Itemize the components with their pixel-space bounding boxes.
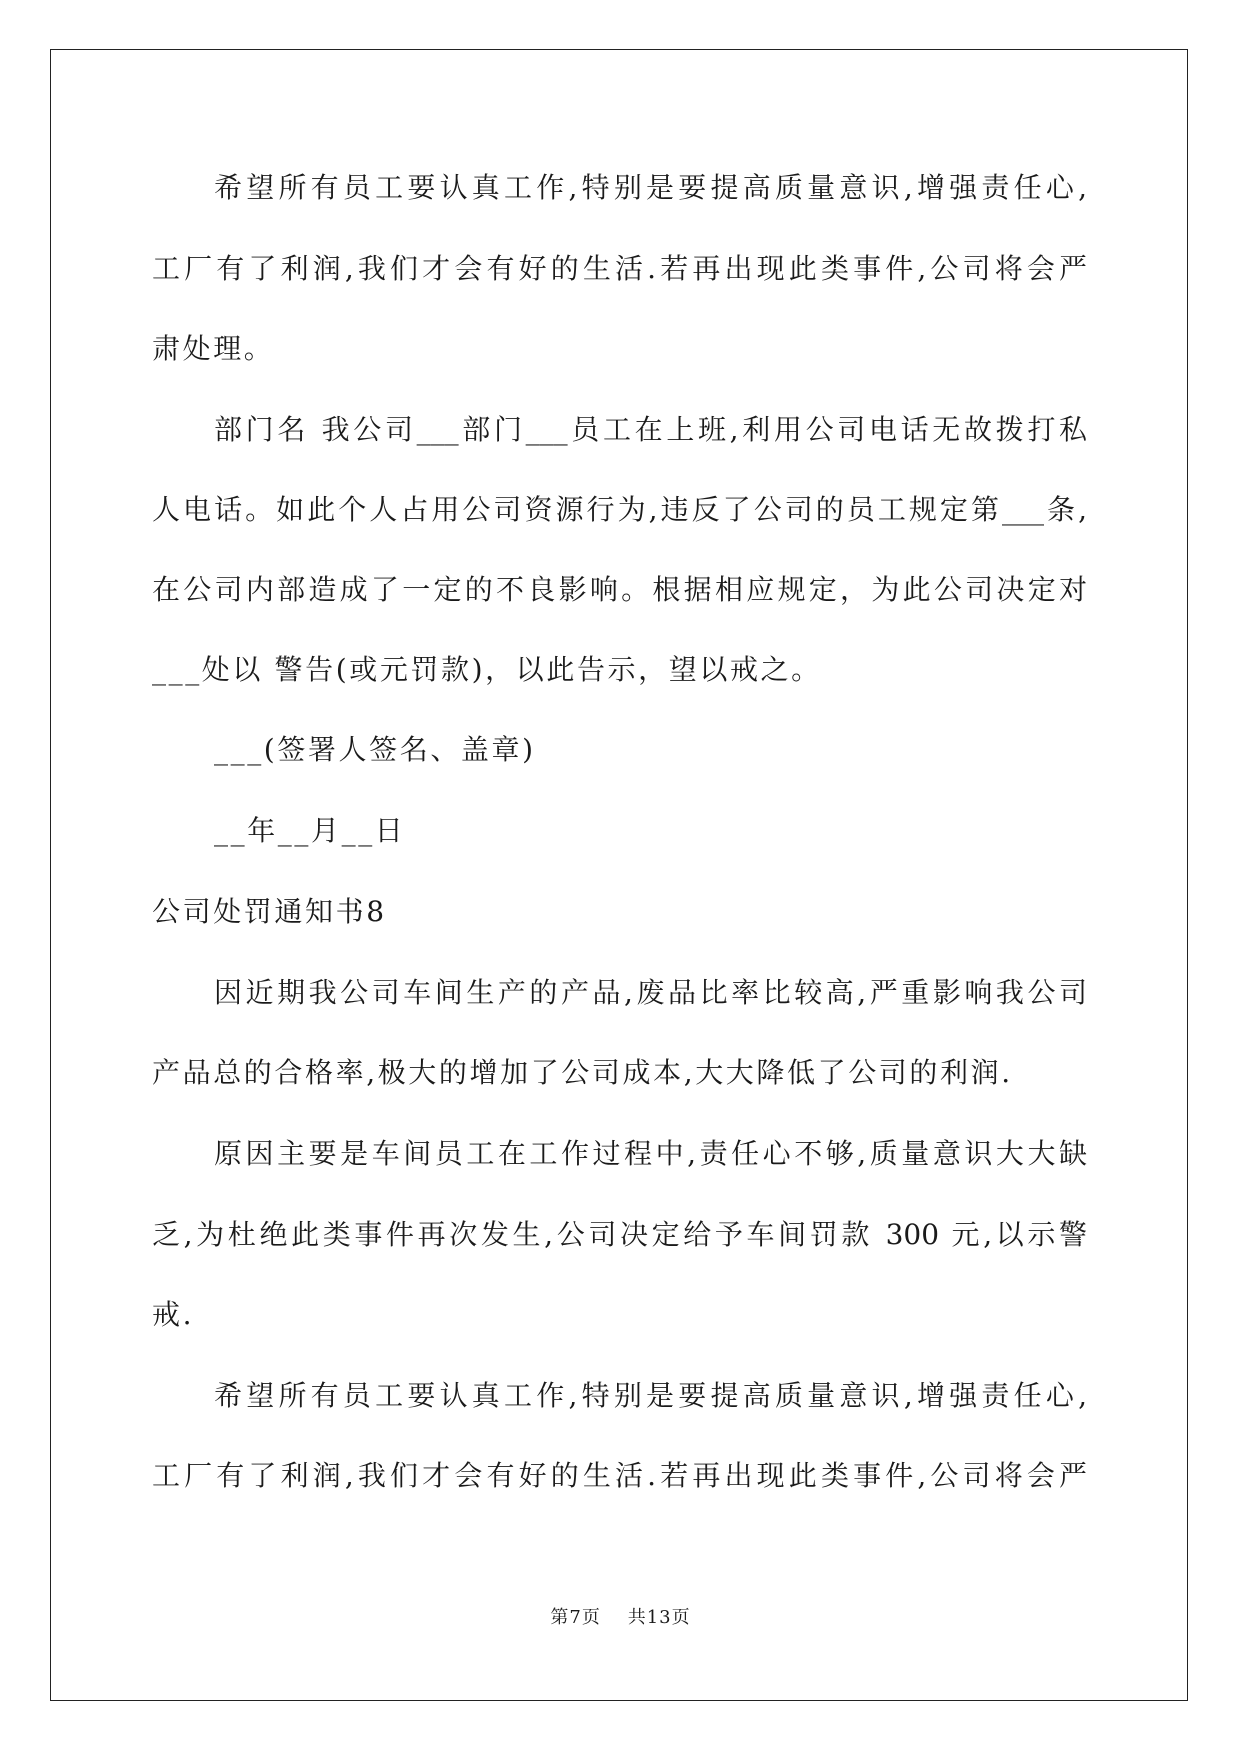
paragraph-line: 因近期我公司车间生产的产品,废品比率比较高,严重影响我公司 — [214, 976, 1087, 1009]
paragraph-line: 戒. — [152, 1298, 195, 1331]
paragraph-line: 希望所有员工要认真工作,特别是要提高质量意识,增强责任心, — [214, 1379, 1087, 1412]
page-total: 共13页 — [627, 1607, 691, 1628]
signature-line: ___(签署人签名、盖章) — [214, 733, 536, 766]
date-line: __年__月__日 — [214, 814, 406, 847]
paragraph-line: 原因主要是车间员工在工作过程中,责任心不够,质量意识大大缺 — [214, 1137, 1087, 1170]
page-number: 第7页 — [550, 1607, 601, 1628]
paragraph-line: 工厂有了利润,我们才会有好的生活.若再出现此类事件,公司将会严 — [152, 1459, 1087, 1492]
paragraph-line: 部门名 我公司___部门___员工在上班,利用公司电话无故拨打私 — [214, 413, 1087, 446]
paragraph-line: 人电话。如此个人占用公司资源行为,违反了公司的员工规定第___条, — [152, 493, 1087, 526]
page-footer — [0, 1606, 1241, 1630]
paragraph-line: 希望所有员工要认真工作,特别是要提高质量意识,增强责任心, — [214, 171, 1087, 204]
paragraph-line: 产品总的合格率,极大的增加了公司成本,大大降低了公司的利润. — [152, 1056, 1013, 1089]
paragraph-line: 在公司内部造成了一定的不良影响。根据相应规定，为此公司决定对 — [152, 573, 1087, 606]
section-heading: 公司处罚通知书8 — [152, 895, 387, 928]
page-border — [50, 49, 1188, 1701]
paragraph-line: 工厂有了利润,我们才会有好的生活.若再出现此类事件,公司将会严 — [152, 252, 1087, 285]
paragraph-line: 肃处理。 — [152, 332, 275, 365]
paragraph-line: ___处以 警告(或元罚款)，以此告示，望以戒之。 — [152, 653, 822, 686]
paragraph-line: 乏,为杜绝此类事件再次发生,公司决定给予车间罚款 300 元,以示警 — [152, 1218, 1087, 1251]
